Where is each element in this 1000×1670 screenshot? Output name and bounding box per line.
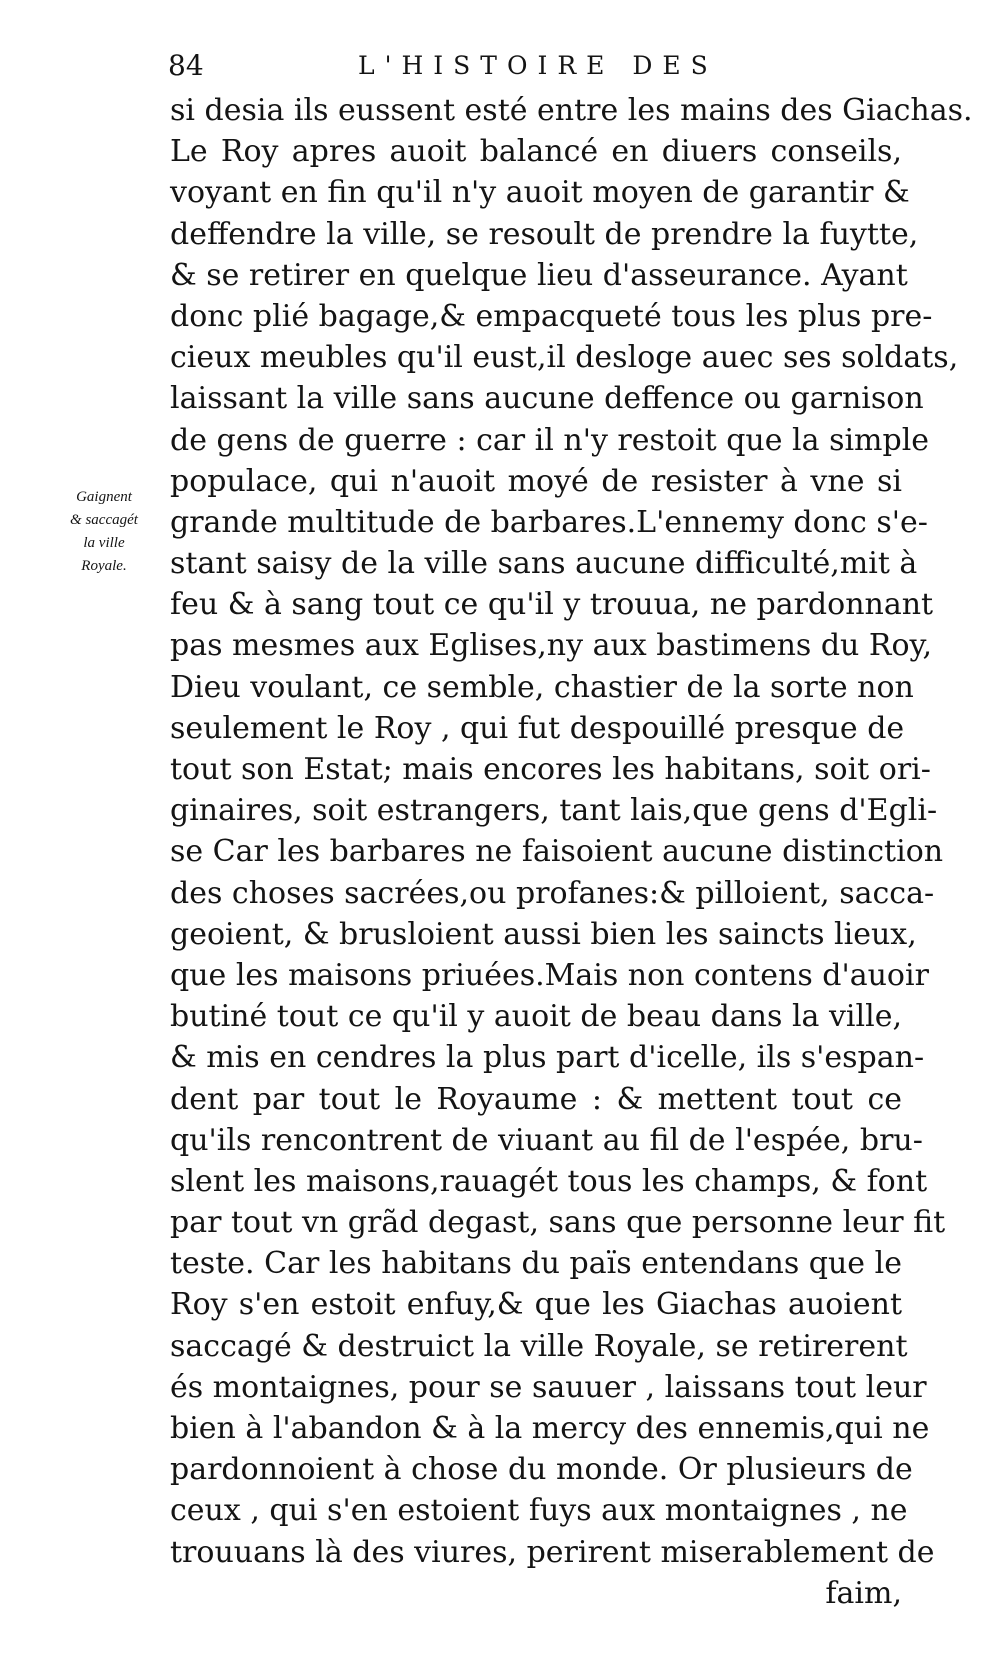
text-line: feu & à sang tout ce qu'il y trouua, ne pardonnant	[170, 587, 934, 623]
text-line: qu'ils rencontrent de viuant au fil de l'espée, bru-	[170, 1122, 923, 1158]
page-number: 84	[168, 49, 204, 82]
margin-note	[48, 486, 160, 578]
text-line: teste. Car les habitans du païs entendans que le	[170, 1246, 902, 1282]
text-line: & se retirer en quelque lieu d'asseurance. Ayant	[170, 257, 908, 293]
text-line: laissant la ville sans aucune deffence ou garnison	[170, 381, 924, 417]
text-line: és montaignes, pour se sauuer , laissans tout leur	[170, 1369, 927, 1405]
text-line: bien à l'abandon & à la mercy des ennemis,qui ne	[170, 1411, 930, 1446]
text-line: voyant en fin qu'il n'y auoit moyen de garantir &	[170, 175, 910, 211]
text-line: grande multitude de barbares.L'ennemy donc s'e-	[170, 504, 928, 540]
text-line: que les maisons priuées.Mais non contens d'auoir	[170, 957, 929, 993]
text-line: pardonnoient à chose du monde. Or plusieurs de	[170, 1452, 913, 1488]
running-head: L'HISTOIRE DES	[358, 51, 718, 80]
page-header	[168, 46, 908, 86]
text-line: saccagé & destruict la ville Royale, se retirerent	[170, 1328, 908, 1364]
text-line: des choses sacrées,ou profanes:& pilloient, sacca-	[170, 875, 935, 911]
text-line: pas mesmes aux Eglises,ny aux bastimens du Roy,	[170, 628, 933, 664]
text-line: slent les maisons,rauagét tous les champs, & font	[170, 1163, 928, 1199]
text-line: par tout vn grãd degast, sans que personne leur fit	[170, 1205, 946, 1241]
text-line: geoient, & brusloient aussi bien les saincts lieux,	[170, 916, 917, 952]
margin-note-line: Royale.	[81, 558, 127, 574]
text-line: donc plié bagage,& empacqueté tous les plus pre-	[170, 298, 933, 334]
text-line: deffendre la ville, se resoult de prendre la fuytte,	[170, 216, 919, 252]
text-line: dent par tout le Royaume : & mettent tout ce	[170, 1081, 902, 1117]
text-line: Dieu voulant, ce semble, chastier de la sorte non	[170, 669, 914, 705]
body-text	[170, 90, 973, 1614]
text-line: populace, qui n'auoit moyé de resister à vne si	[170, 463, 902, 499]
text-line: tout son Estat; mais encores les habitans, soit ori-	[170, 752, 931, 787]
text-line: stant saisy de la ville sans aucune difficulté,mit à	[170, 546, 918, 582]
margin-note-line: & saccagét	[70, 512, 138, 528]
text-line: Roy s'en estoit enfuy,& que les Giachas auoient	[170, 1287, 902, 1323]
text-line: & mis en cendres la plus part d'icelle, ils s'espan-	[170, 1040, 925, 1076]
text-line: ginaires, soit estrangers, tant lais,que gens d'Egli-	[170, 793, 938, 829]
text-line: seulement le Roy , qui fut despouillé presque de	[170, 710, 905, 746]
text-line: de gens de guerre : car il n'y restoit que la simple	[170, 422, 930, 458]
text-line: butiné tout ce qu'il y auoit de beau dans la ville,	[170, 999, 902, 1035]
text-line: cieux meubles qu'il eust,il desloge auec ses soldats,	[170, 340, 959, 376]
text-line: Le Roy apres auoit balancé en diuers conseils,	[170, 134, 902, 170]
text-line: si desia ils eussent esté entre les mains des Giachas.	[170, 93, 973, 128]
text-line: ceux , qui s'en estoient fuys aux montaignes , ne	[170, 1493, 908, 1529]
margin-note-line: Gaignent	[76, 489, 132, 505]
text-line: trouuans là des viures, perirent miserablement de	[170, 1534, 935, 1570]
catchword-line: faim,	[825, 1575, 902, 1611]
margin-note-line: la ville	[83, 535, 125, 551]
text-line: se Car les barbares ne faisoient aucune distinction	[170, 834, 944, 870]
